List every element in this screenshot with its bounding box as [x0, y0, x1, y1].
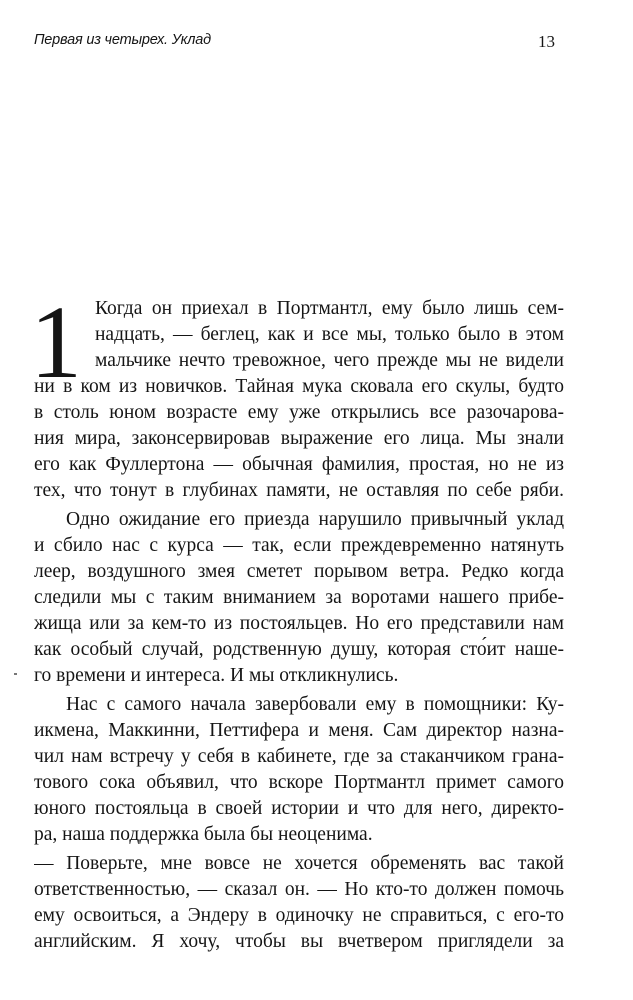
text-line: Нас с самого начала завербовали ему в помощники: Ку-	[66, 694, 564, 715]
text-line: го времени и интереса. И мы откликнулись.	[34, 665, 399, 686]
text-line: и сбило нас с курса — так, если преждевременно натянуть	[34, 535, 564, 556]
running-title: Первая из четырех. Уклад	[34, 32, 211, 48]
text-line: мальчике нечто тревожное, чего прежде мы не видели	[95, 350, 564, 371]
text-line: леер, воздушного змея сметет порывом ветра. Редко когда	[34, 561, 564, 582]
text-line: Одно ожидание его приезда нарушило привычный уклад	[66, 509, 564, 530]
text-line: в столь юном возрасте ему уже открылись все разочарова-	[34, 402, 564, 423]
text-line: ра, наша поддержка была бы неоценима.	[34, 824, 373, 845]
text-line: следили мы с таким вниманием за воротами нашего прибе-	[34, 587, 564, 608]
text-line: его как Фуллертона — обычная фамилия, простая, но не из	[34, 454, 564, 475]
chapter-number: 1	[30, 285, 82, 400]
page-number: 13	[538, 32, 555, 51]
text-line: как особый случай, родственную душу, которая сто́ит наше-	[34, 639, 564, 660]
text-line: ему освоиться, а Эндеру в одиночку не справиться, с его-то	[34, 905, 564, 926]
text-line: ответственностью, — сказал он. — Но кто-то должен помочь	[34, 879, 564, 900]
text-line: английским. Я хочу, чтобы вы вчетвером приглядели за	[34, 931, 564, 952]
text-line: ния мира, законсервировав выражение его лица. Мы знали	[34, 428, 564, 449]
text-line: ни в ком из новичков. Тайная мука сковала его скулы, будто	[34, 376, 564, 397]
text-line: икмена, Маккинни, Петтифера и меня. Сам директор назна-	[34, 720, 564, 741]
text-line: надцать, — беглец, как и все мы, только было в этом	[95, 324, 564, 345]
text-line: чил нам встречу у себя в кабинете, где за стаканчиком грана-	[34, 746, 564, 767]
text-line: жища или за кем-то из постояльцев. Но его представили нам	[34, 613, 564, 634]
text-line: Когда он приехал в Портмантл, ему было лишь сем-	[95, 298, 564, 319]
text-line: тового сока объявил, что вскоре Портмантл примет самого	[34, 772, 564, 793]
text-line: юного постояльца в своей истории и что для него, директо-	[34, 798, 564, 819]
text-line: — Поверьте, мне вовсе не хочется обременять вас такой	[34, 853, 564, 874]
text-line: тех, что тонут в глубинах памяти, не оставляя по себе ряби.	[34, 480, 564, 501]
